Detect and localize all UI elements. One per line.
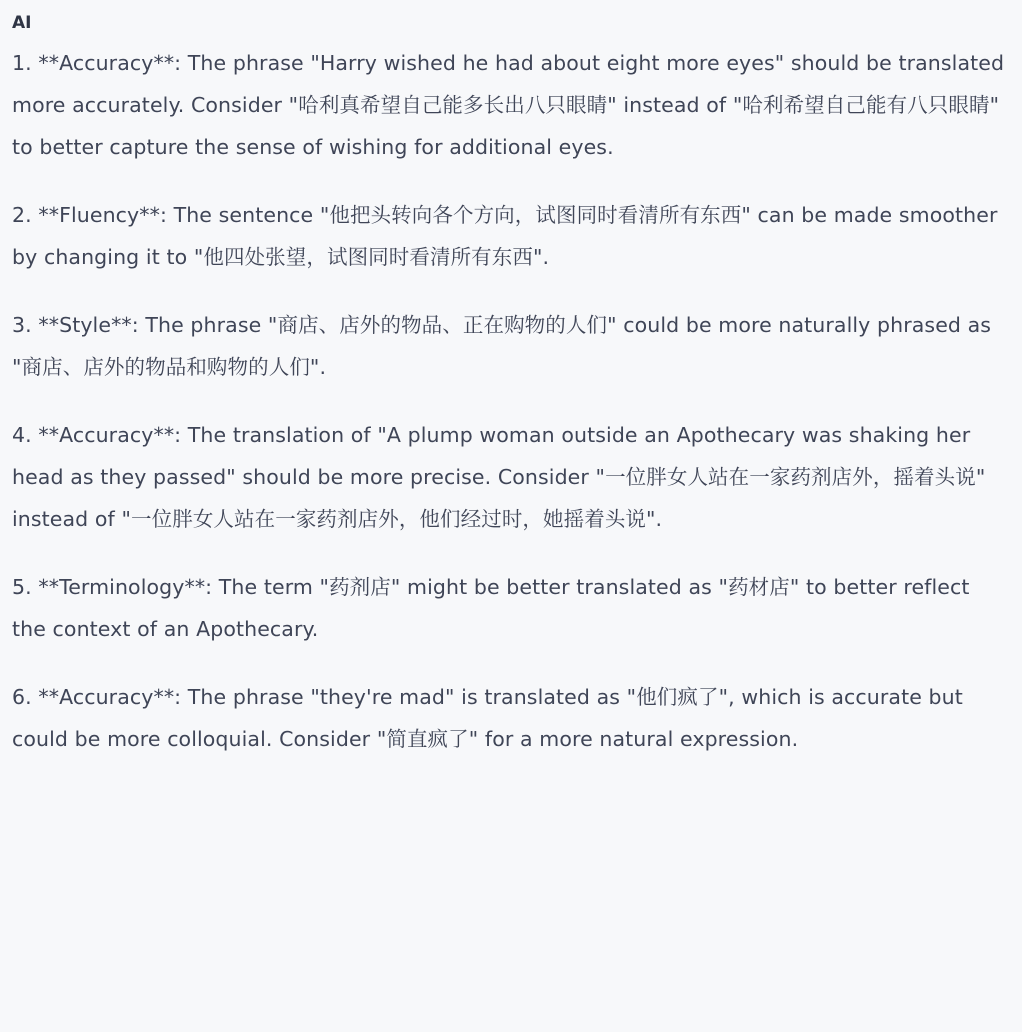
message-paragraph: 2. **Fluency**: The sentence "他把头转向各个方向，试图同时看清所有东西" can be made smoother by changing it to "他四处张望，试图同时看清所有东西". <box>12 203 998 269</box>
message-paragraph: 1. **Accuracy**: The phrase "Harry wished he had about eight more eyes" should be translated more accurately. Consider "哈利真希望自己能多长出八只眼睛" instead of "哈利希望自己能有八只眼睛" to better capture the sense of wishing for additional eyes. <box>12 51 1005 159</box>
message-paragraph: 3. **Style**: The phrase "商店、店外的物品、正在购物的人们" could be more naturally phrased as "商店、店外的物品和购物的人们". <box>12 313 992 379</box>
message-paragraph: 6. **Accuracy**: The phrase "they're mad" is translated as "他们疯了", which is accurate but could be more colloquial. Consider "简直疯了" for a more natural expression. <box>12 685 963 751</box>
message-body <box>12 42 1010 760</box>
message-role-label: AI <box>12 13 32 33</box>
message-paragraph: 5. **Terminology**: The term "药剂店" might be better translated as "药材店" to better reflect the context of an Apothecary. <box>12 575 970 641</box>
message-paragraph: 4. **Accuracy**: The translation of "A plump woman outside an Apothecary was shaking her head as they passed" should be more precise. Consider "一位胖女人站在一家药剂店外，摇着头说" instead of "一位胖女人站在一家药剂店外，他们经过时，她摇着头说". <box>12 423 986 531</box>
